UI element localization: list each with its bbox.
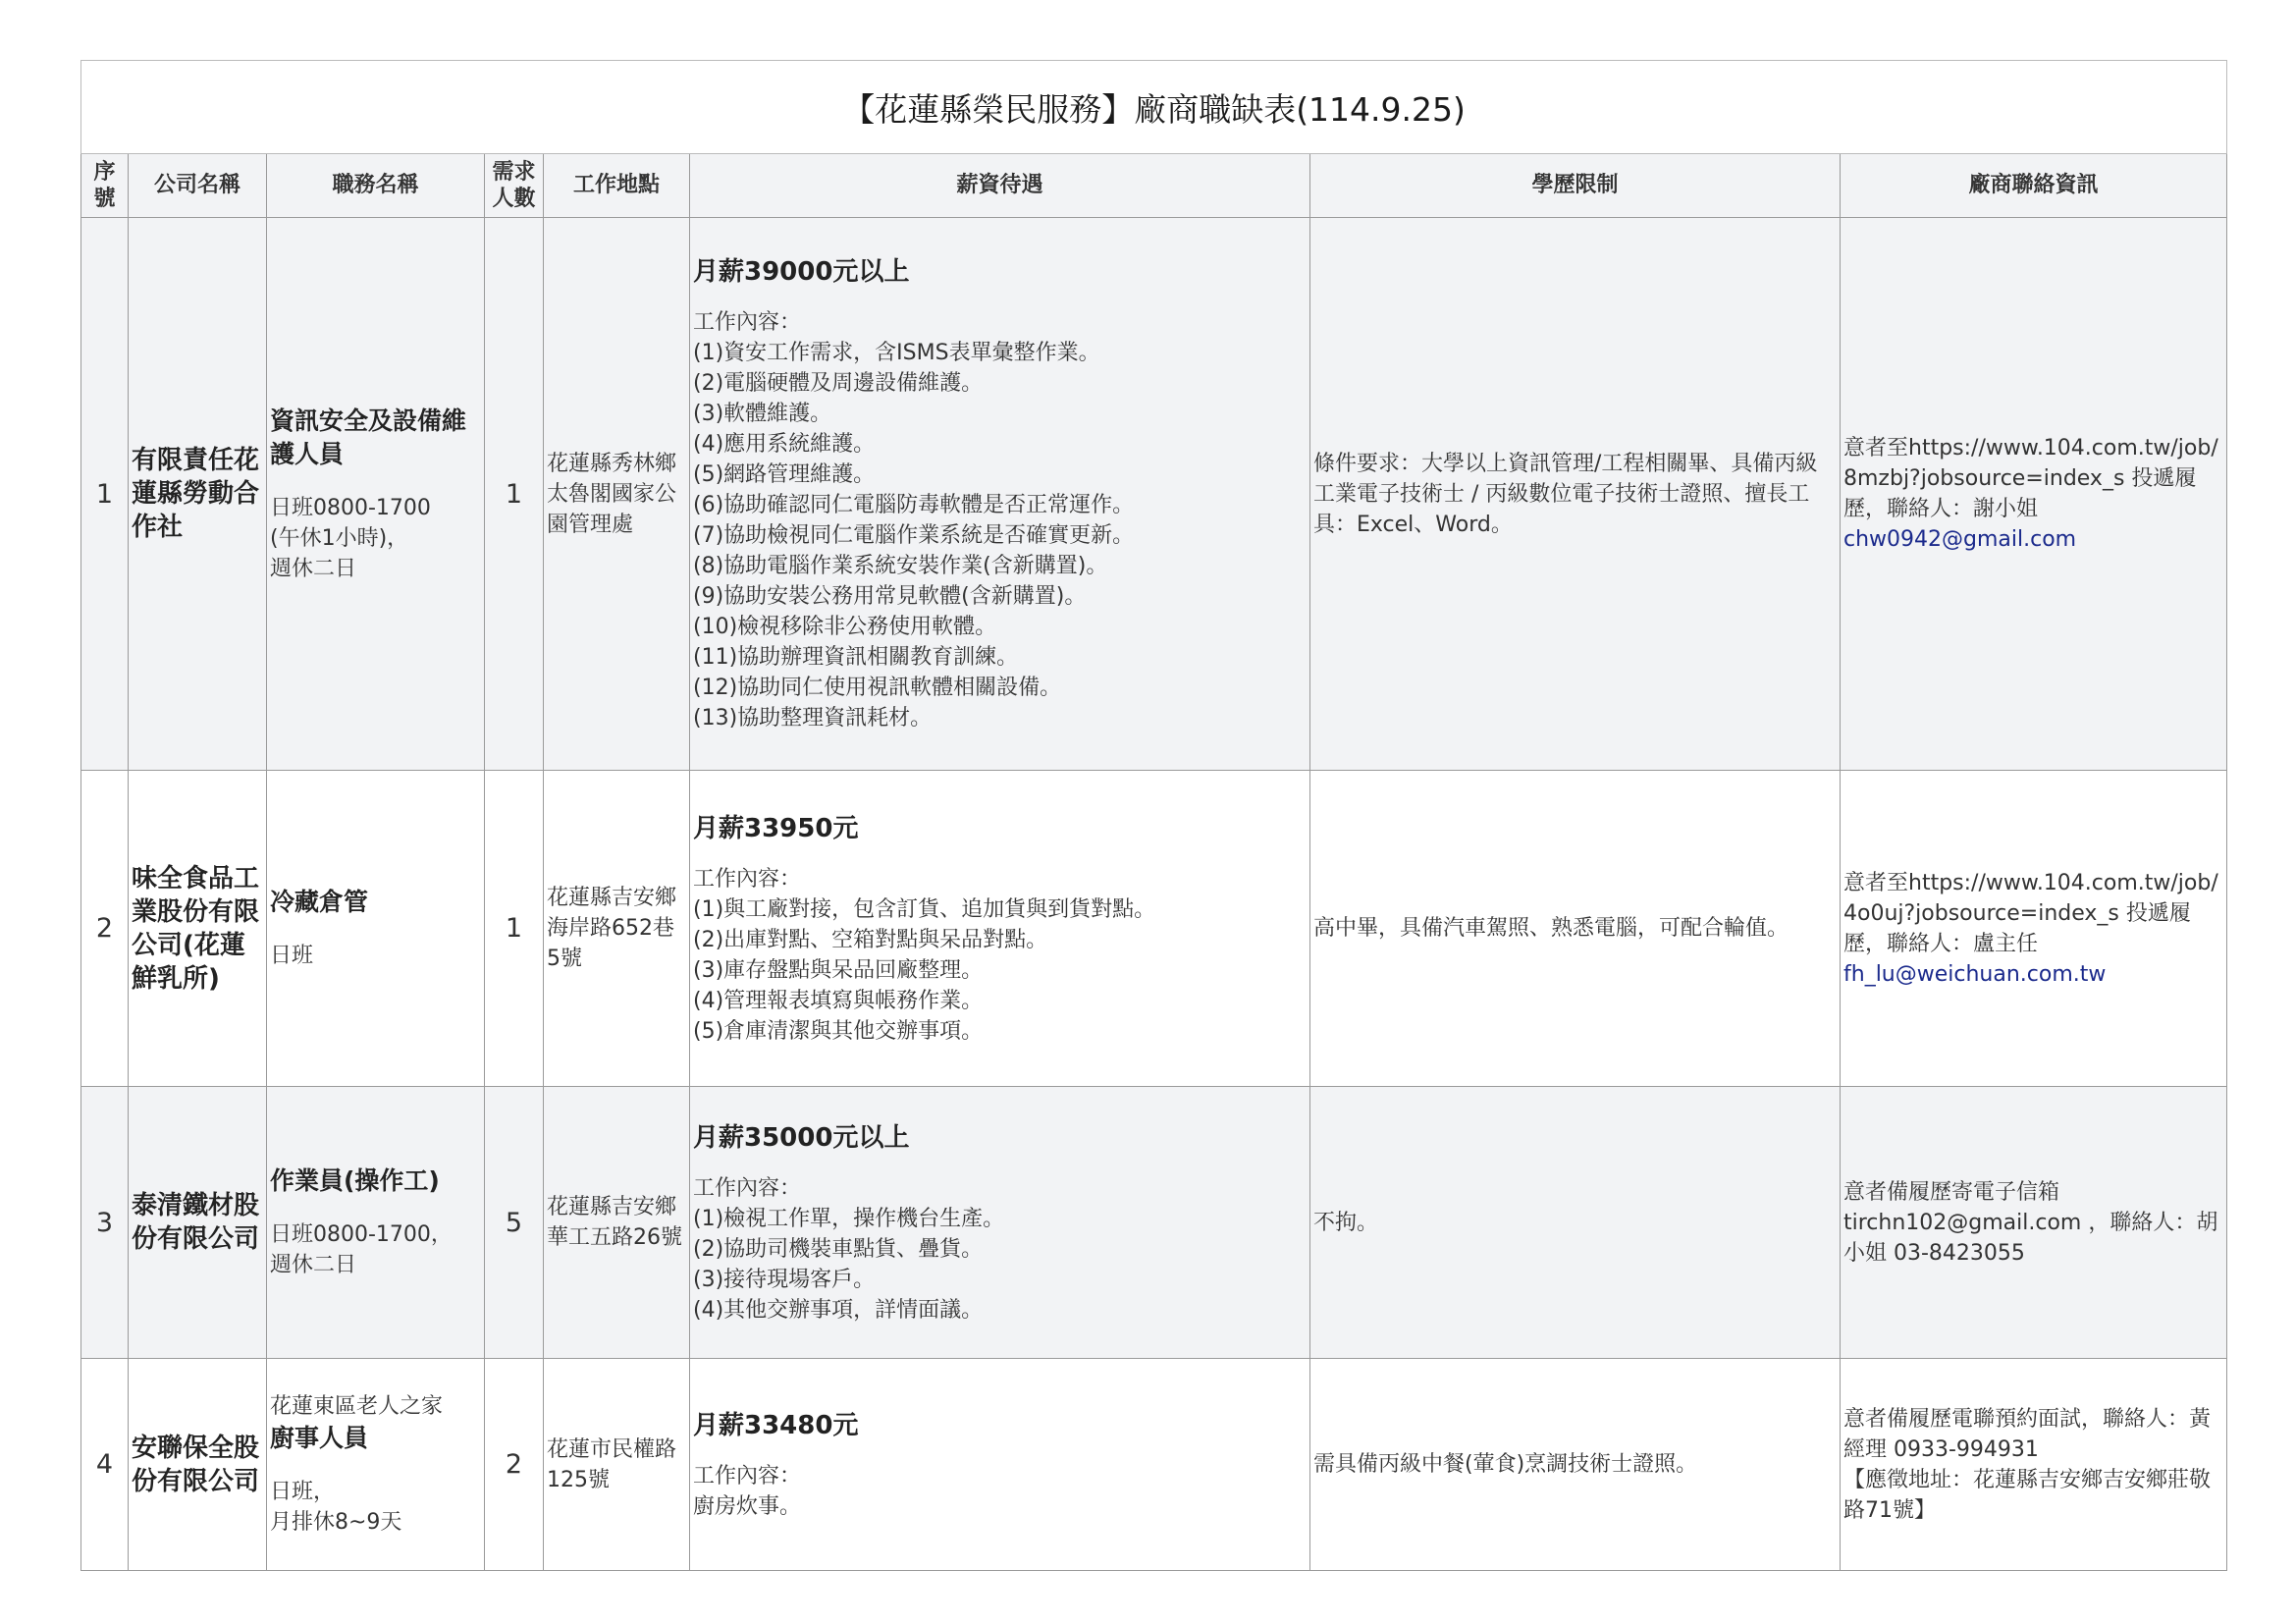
company-name: 安聯保全股份有限公司 xyxy=(129,1359,267,1571)
header-job: 職務名稱 xyxy=(267,154,485,218)
job-schedule: 日班 xyxy=(270,944,314,968)
row-number: 4 xyxy=(81,1359,129,1571)
content-label: 工作內容： xyxy=(693,1175,802,1201)
job-schedule: 週休二日 xyxy=(270,556,357,581)
duty-item: (7)協助檢視同仁電腦作業系統是否確實更新。 xyxy=(693,523,1135,548)
duty-item: 廚房炊事。 xyxy=(693,1493,802,1519)
duty-item: (11)協助辦理資訊相關教育訓練。 xyxy=(693,645,1019,670)
table-row xyxy=(81,218,2227,771)
header-company: 公司名稱 xyxy=(129,154,267,218)
content-label: 工作內容： xyxy=(693,866,802,892)
education-requirement: 需具備丙級中餐(葷食)烹調技術士證照。 xyxy=(1310,1359,1841,1571)
table-row xyxy=(81,1087,2227,1359)
contact-cell xyxy=(1841,1359,2227,1571)
salary-cell xyxy=(690,771,1310,1087)
contact-email-link[interactable]: chw0942@gmail.com xyxy=(1843,527,2077,552)
duty-item: (9)協助安裝公務用常見軟體(含新購置)。 xyxy=(693,584,1087,609)
job-schedule: 月排休8~9天 xyxy=(270,1510,402,1535)
job-title: 廚事人員 xyxy=(270,1424,369,1452)
contact-cell xyxy=(1841,218,2227,771)
duty-item: (5)網路管理維護。 xyxy=(693,462,876,487)
content-label: 工作內容： xyxy=(693,1463,802,1489)
table-header xyxy=(81,154,2227,218)
education-requirement: 高中畢，具備汽車駕照、熟悉電腦，可配合輪值。 xyxy=(1310,771,1841,1087)
headcount: 1 xyxy=(485,771,544,1087)
duty-item: (4)其他交辦事項，詳情面議。 xyxy=(693,1297,984,1323)
duty-item: (2)協助司機裝車點貨、疊貨。 xyxy=(693,1236,984,1262)
job-prefix: 花蓮東區老人之家 xyxy=(270,1394,444,1419)
contact-cell xyxy=(1841,771,2227,1087)
contact-text: 意者至https://www.104.com.tw/job/8mzbj?jobsource=index_s 投遞履歷，聯絡人：謝小姐 xyxy=(1843,436,2218,521)
duty-item: (4)管理報表填寫與帳務作業。 xyxy=(693,988,984,1013)
duty-item: (12)協助同仁使用視訊軟體相關設備。 xyxy=(693,676,1062,700)
headcount: 2 xyxy=(485,1359,544,1571)
salary-cell xyxy=(690,218,1310,771)
duty-item: (10)檢視移除非公務使用軟體。 xyxy=(693,615,997,639)
duty-item: (3)庫存盤點與呆品回廠整理。 xyxy=(693,957,984,983)
job-title: 冷藏倉管 xyxy=(270,888,369,916)
job-schedule: 日班， xyxy=(270,1480,336,1504)
salary-amount: 月薪33950元 xyxy=(693,813,859,843)
row-number: 1 xyxy=(81,218,129,771)
work-location: 花蓮縣吉安鄉華工五路26號 xyxy=(544,1087,690,1359)
contact-address: 【應徵地址：花蓮縣吉安鄉吉安鄉莊敬路71號】 xyxy=(1843,1467,2212,1523)
table-row xyxy=(81,771,2227,1087)
company-name: 有限責任花蓮縣勞動合作社 xyxy=(129,218,267,771)
salary-cell xyxy=(690,1359,1310,1571)
duty-item: (1)檢視工作單，操作機台生產。 xyxy=(693,1206,1005,1231)
duty-item: (13)協助整理資訊耗材。 xyxy=(693,706,933,731)
company-name: 味全食品工業股份有限公司(花蓮鮮乳所) xyxy=(129,771,267,1087)
table-row xyxy=(81,1359,2227,1571)
duty-item: (8)協助電腦作業系統安裝作業(含新購置)。 xyxy=(693,554,1108,578)
salary-cell xyxy=(690,1087,1310,1359)
header-education: 學歷限制 xyxy=(1310,154,1841,218)
header-no: 序號 xyxy=(81,154,129,218)
job-table xyxy=(80,60,2227,1571)
duty-item: (5)倉庫清潔與其他交辦事項。 xyxy=(693,1018,984,1044)
header-salary: 薪資待遇 xyxy=(690,154,1310,218)
job-cell xyxy=(267,218,485,771)
content-label: 工作內容： xyxy=(693,310,802,335)
work-location: 花蓮市民權路125號 xyxy=(544,1359,690,1571)
duty-item: (6)協助確認同仁電腦防毒軟體是否正常運作。 xyxy=(693,493,1135,517)
duty-item: (3)接待現場客戶。 xyxy=(693,1267,876,1292)
duty-item: (2)電腦硬體及周邊設備維護。 xyxy=(693,371,984,396)
job-schedule: 週休二日 xyxy=(270,1253,357,1277)
education-requirement: 條件要求：大學以上資訊管理/工程相關畢、具備丙級工業電子技術士 / 丙級數位電子技術士證照、擅長工具：Excel、Word。 xyxy=(1310,218,1841,771)
salary-amount: 月薪33480元 xyxy=(693,1410,859,1440)
job-title: 資訊安全及設備維護人員 xyxy=(270,406,467,468)
job-cell xyxy=(267,1087,485,1359)
job-cell xyxy=(267,771,485,1087)
education-requirement: 不拘。 xyxy=(1310,1087,1841,1359)
salary-amount: 月薪39000元以上 xyxy=(693,257,910,287)
job-schedule: 日班0800-1700， xyxy=(270,1222,453,1247)
duty-item: (1)資安工作需求，含ISMS表單彙整作業。 xyxy=(693,341,1100,365)
job-title: 作業員(操作工) xyxy=(270,1166,440,1195)
job-schedule: (午休1小時)， xyxy=(270,525,409,551)
header-count: 需求人數 xyxy=(485,154,544,218)
contact-cell: 意者備履歷寄電子信箱tirchn102@gmail.com ，聯絡人：胡小姐 03-8423055 xyxy=(1841,1087,2227,1359)
duty-item: (1)與工廠對接，包含訂貨、追加貨與到貨對點。 xyxy=(693,896,1156,922)
headcount: 1 xyxy=(485,218,544,771)
header-contact: 廠商聯絡資訊 xyxy=(1841,154,2227,218)
work-location: 花蓮縣秀林鄉太魯閣國家公園管理處 xyxy=(544,218,690,771)
row-number: 2 xyxy=(81,771,129,1087)
duty-item: (4)應用系統維護。 xyxy=(693,432,876,457)
contact-text: 意者備履歷電聯預約面試，聯絡人：黃經理 0933-994931 xyxy=(1843,1406,2212,1462)
row-number: 3 xyxy=(81,1087,129,1359)
job-vacancy-sheet xyxy=(80,60,2226,1571)
header-location: 工作地點 xyxy=(544,154,690,218)
duty-item: (2)出庫對點、空箱對點與呆品對點。 xyxy=(693,927,1048,952)
headcount: 5 xyxy=(485,1087,544,1359)
company-name: 泰清鐵材股份有限公司 xyxy=(129,1087,267,1359)
job-cell xyxy=(267,1359,485,1571)
job-schedule: 日班0800-1700 xyxy=(270,495,431,520)
page-title: 【花蓮縣榮民服務】廠商職缺表(114.9.25) xyxy=(81,61,2227,154)
salary-amount: 月薪35000元以上 xyxy=(693,1122,910,1153)
duty-item: (3)軟體維護。 xyxy=(693,402,832,426)
contact-text: 意者至https://www.104.com.tw/job/4o0uj?jobsource=index_s 投遞履歷，聯絡人：盧主任 xyxy=(1843,870,2218,956)
work-location: 花蓮縣吉安鄉海岸路652巷5號 xyxy=(544,771,690,1087)
contact-email-link[interactable]: fh_lu@weichuan.com.tw xyxy=(1843,961,2107,987)
